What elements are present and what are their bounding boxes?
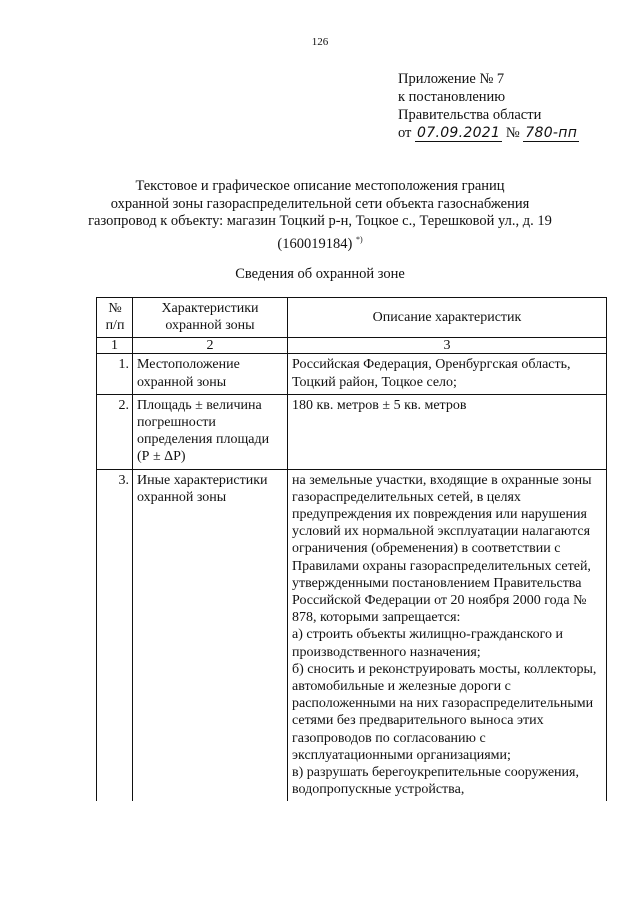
number-label: № — [505, 125, 520, 141]
row-description: 180 кв. метров ± 5 кв. метров — [288, 394, 607, 469]
description-paragraph: а) строить объекты жилищно-гражданского и производственного назначения; — [292, 627, 563, 660]
title-line-1: Текстовое и графическое описание местоположения границ — [135, 178, 505, 194]
description-paragraph: б) сносить и реконструировать мосты, коллекторы, автомобильные и железные дороги с расположенными на них газораспределительными сетями без предварительного выноса этих газопроводов по согласованию с эксплуатационными организациями; — [292, 661, 597, 763]
table-row — [97, 354, 607, 394]
appendix-line-3: Правительства области — [398, 107, 542, 123]
document-title — [60, 178, 580, 253]
handwritten-number: 780-пп — [525, 125, 578, 141]
header-number: № п/п — [97, 298, 133, 338]
section-title: Сведения об охранной зоне — [235, 266, 405, 282]
row-characteristic: Местоположение охранной зоны — [133, 354, 288, 394]
title-line-2: охранной зоны газораспределительной сети объекта газоснабжения — [110, 195, 530, 212]
page-number: 126 — [311, 36, 329, 48]
row-number: 2. — [97, 394, 133, 469]
row-description — [288, 469, 607, 801]
zone-table — [96, 297, 607, 801]
header-description: Описание характеристик — [288, 298, 607, 338]
from-label: от — [398, 125, 412, 141]
footnote-mark: *) — [355, 234, 363, 244]
appendix-line-1: Приложение № 7 — [398, 71, 505, 87]
row-characteristic: Площадь ± величина погрешности определения площади (Р ± ΔР) — [133, 394, 288, 469]
table-header-row — [97, 298, 607, 338]
appendix-block — [398, 70, 628, 142]
title-line-4 — [60, 231, 580, 253]
description-paragraph: в) разрушать берегоукрепительные сооружения, водопропускные устройства, — [292, 765, 579, 798]
handwritten-date: 07.09.2021 — [417, 125, 501, 141]
column-number: 3 — [288, 338, 607, 354]
column-number: 1 — [97, 338, 133, 354]
appendix-line-2: к постановлению — [398, 89, 506, 105]
title-line-3: газопровод к объекту: магазин Тоцкий р-н, Тоцкое с., Терешковой ул., д. 19 — [88, 213, 552, 229]
table-row — [97, 394, 607, 469]
object-code: (160019184) — [277, 235, 353, 252]
row-number: 3. — [97, 469, 133, 801]
column-number-row — [97, 338, 607, 354]
row-description: Российская Федерация, Оренбургская область, Тоцкий район, Тоцкое село; — [288, 354, 607, 394]
table-row — [97, 469, 607, 801]
appendix-date-line — [398, 124, 628, 142]
column-number: 2 — [133, 338, 288, 354]
description-paragraph: на земельные участки, входящие в охранные зоны газораспределительных сетей, в целях предупреждения их повреждения или нарушения условий их нормальной эксплуатации налагаются ограничения (обременения) в соответствии с Правилами охраны газораспределительных сетей, утвержденными постановлением Правительства Российской Федерации от 20 ноября 2000 года № 878, которыми запрещается: — [292, 472, 592, 626]
row-characteristic: Иные характеристики охранной зоны — [133, 469, 288, 801]
row-number: 1. — [97, 354, 133, 394]
header-characteristic: Характеристики охранной зоны — [133, 298, 288, 338]
